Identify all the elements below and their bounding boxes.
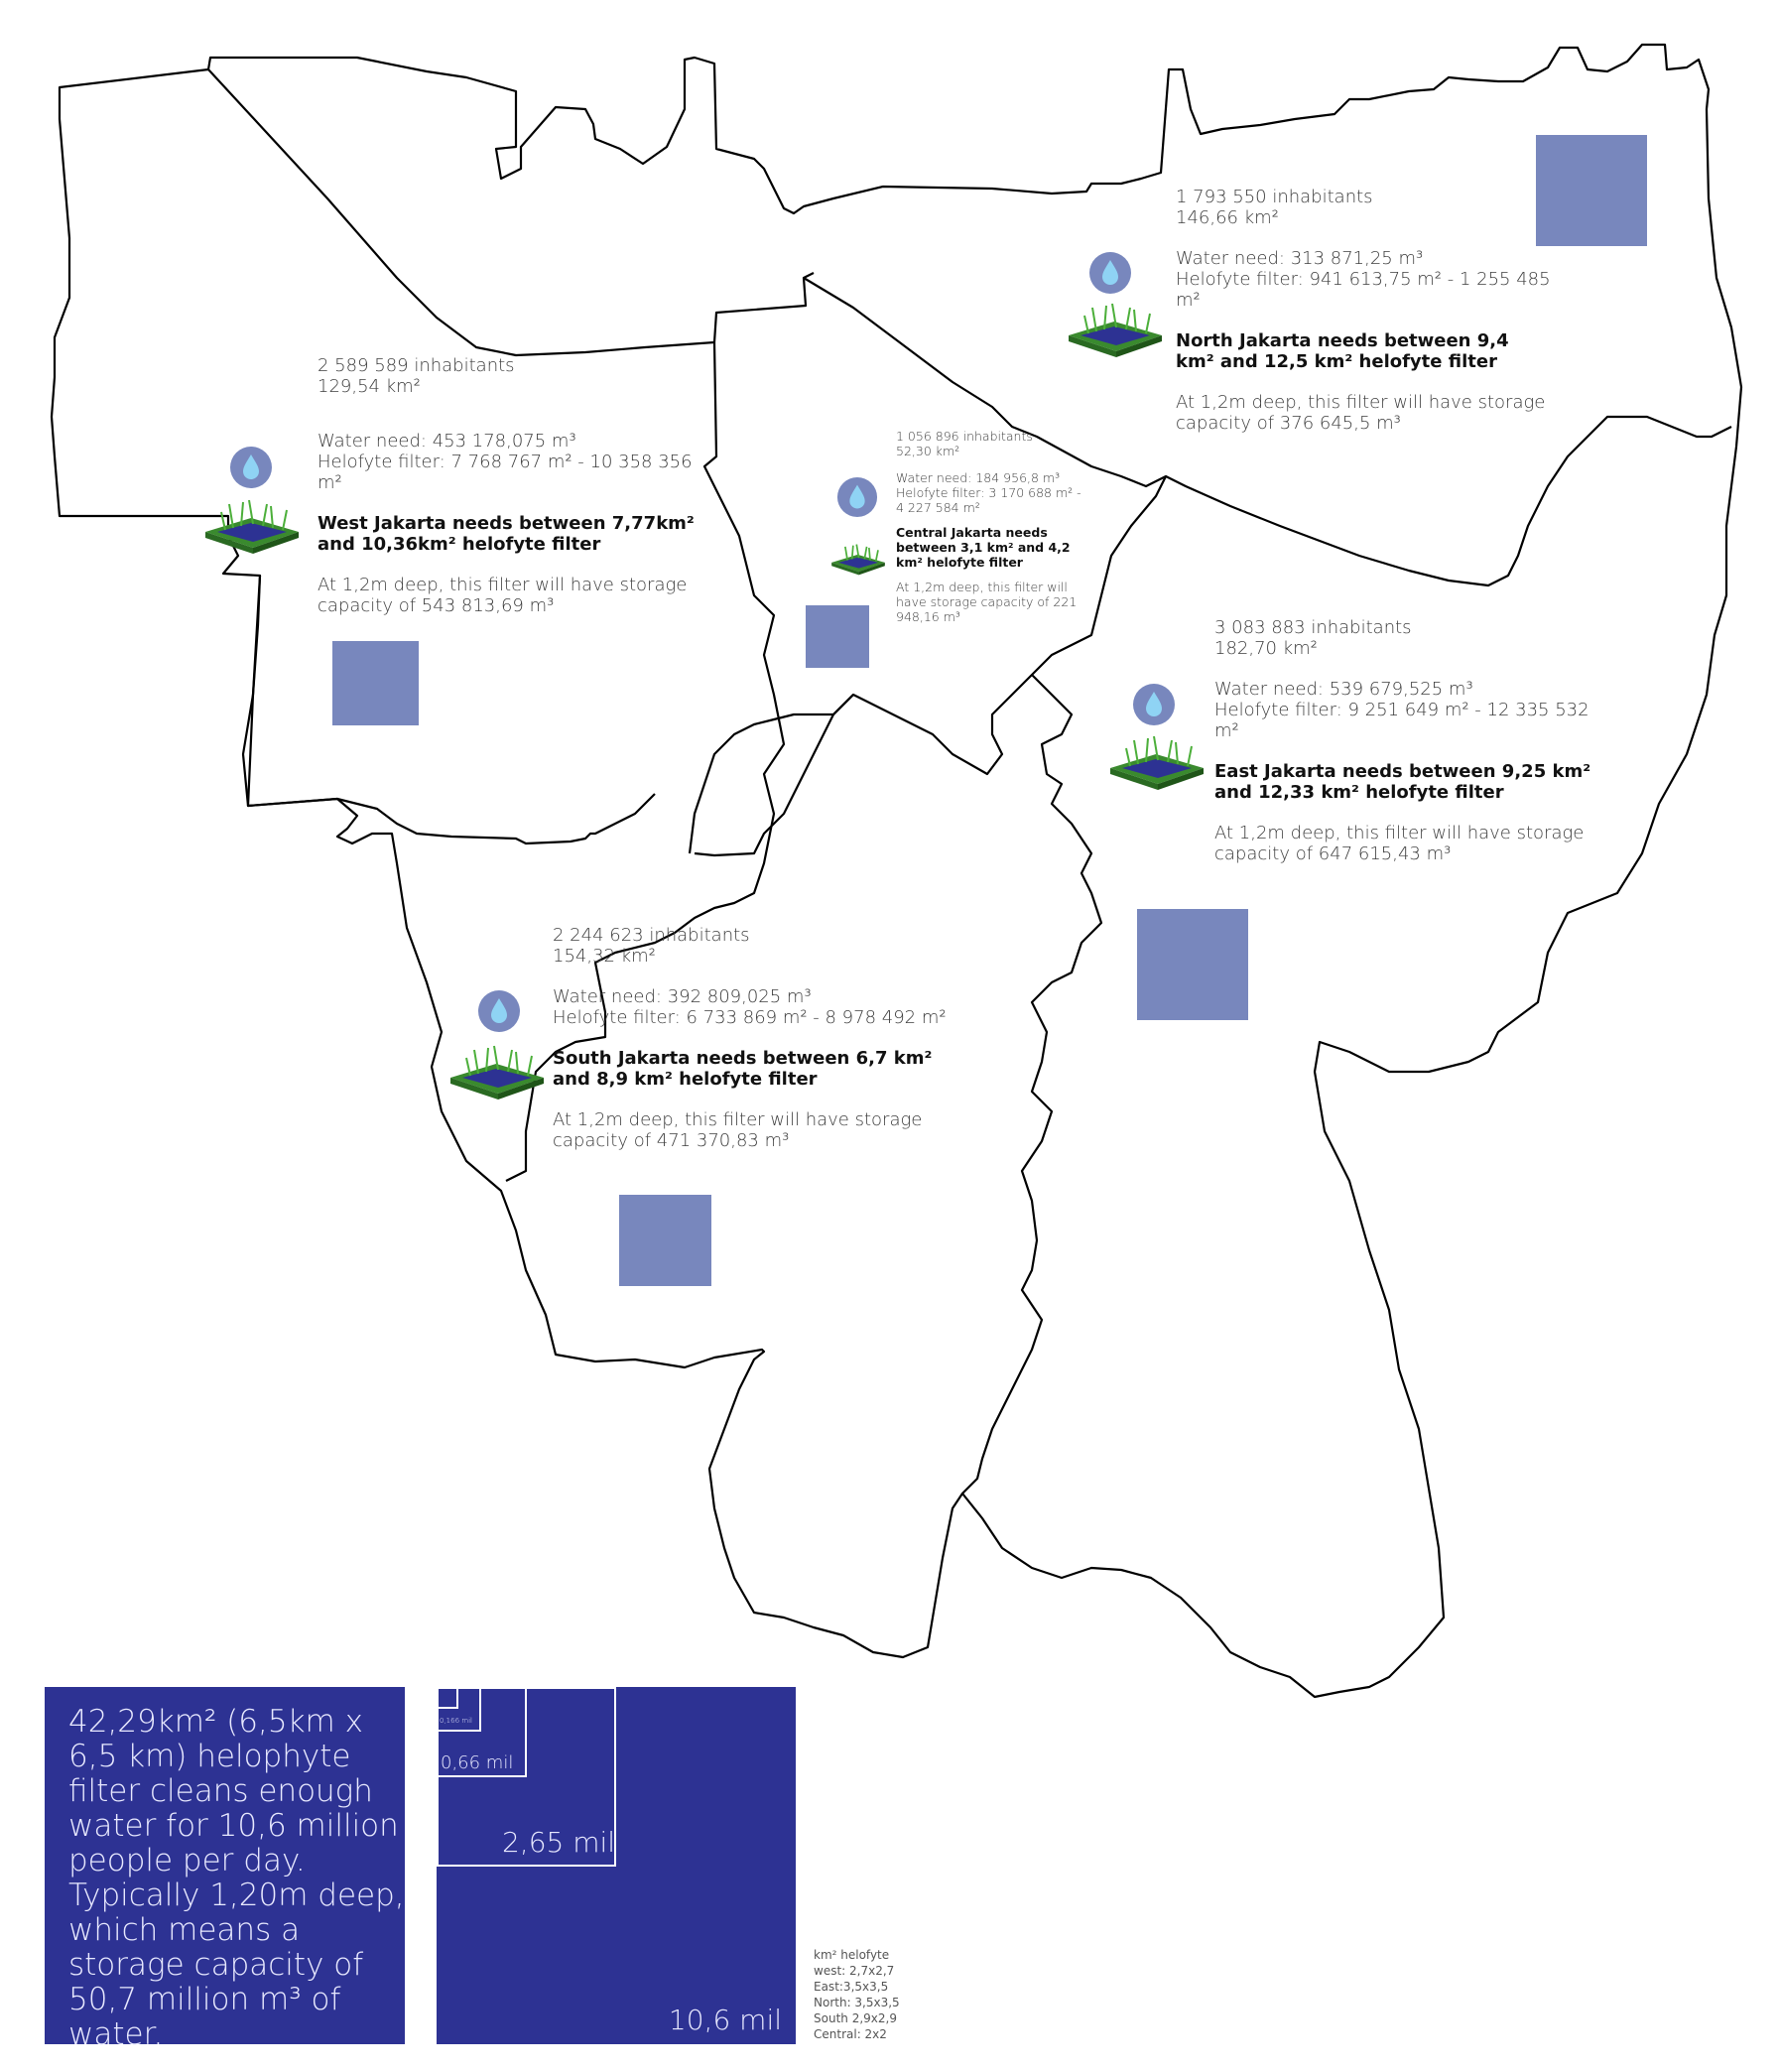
south-filter: Helofyte filter: 6 733 869 m² - 8 978 492 m²	[553, 1007, 947, 1028]
water-drop-icon	[1132, 683, 1176, 726]
key-title: km² helofyte	[814, 1948, 890, 1962]
legend-summary-box	[45, 1687, 405, 2052]
label-0-66-mil: 0,66 mil	[441, 1752, 514, 1773]
west-needs: West Jakarta needs between 7,77km² and 10,36km² helofyte filter	[318, 513, 695, 555]
north-area: 146,66 km²	[1176, 207, 1279, 228]
label-10-6-mil: 10,6 mil	[668, 2004, 782, 2036]
east-needs: East Jakarta needs between 9,25 km² and 12,33 km² helofyte filter	[1214, 761, 1591, 803]
water-drop-icon	[1088, 251, 1132, 295]
west-storage: At 1,2m deep, this filter will have storage capacity of 543 813,69 m³	[318, 575, 688, 616]
east-storage: At 1,2m deep, this filter will have storage capacity of 647 615,43 m³	[1214, 823, 1585, 864]
south-water-need: Water need: 392 809,025 m³	[553, 986, 812, 1007]
north-inhabitants: 1 793 550 inhabitants	[1176, 187, 1373, 207]
water-drop-icon	[836, 476, 878, 518]
legend-summary-text: 42,29km² (6,5km x 6,5 km) helophyte filter cleans enough water for 10,6 million people per day. Typically 1,20m deep, which means a storage capacity of 50,7 million m³ of water.	[68, 1704, 405, 2052]
label-2-65-mil: 2,65 mil	[502, 1826, 616, 1859]
west-info	[318, 355, 695, 616]
central-info	[896, 429, 1089, 624]
south-storage: At 1,2m deep, this filter will have storage capacity of 471 370,83 m³	[553, 1109, 923, 1151]
north-needs: North Jakarta needs between 9,4 km² and 12,5 km² helofyte filter	[1176, 330, 1509, 372]
west-filter: Helofyte filter: 7 768 767 m² - 10 358 356 m²	[318, 452, 693, 493]
south-info	[553, 925, 950, 1151]
water-drop-icon	[477, 989, 521, 1033]
key-south: South 2,9x2,9	[814, 2011, 897, 2025]
east-filter: Helofyte filter: 9 251 649 m² - 12 335 532 m²	[1214, 700, 1589, 741]
legend-key	[814, 1947, 900, 2042]
west-area: 129,54 km²	[318, 376, 421, 397]
north-info	[1176, 187, 1553, 434]
north-east-boundary	[1166, 417, 1731, 585]
central-area: 52,30 km²	[896, 444, 960, 458]
east-info	[1214, 617, 1591, 864]
east-filter-square	[1137, 909, 1248, 1020]
east-area: 182,70 km²	[1214, 638, 1318, 659]
central-inhabitants: 1 056 896 inhabitants	[896, 429, 1033, 444]
key-east: East:3,5x3,5	[814, 1980, 889, 1994]
helophyte-filter-icon	[1108, 734, 1206, 792]
central-filter-square	[806, 605, 869, 668]
south-needs: South Jakarta needs between 6,7 km² and 8,9 km² helofyte filter	[553, 1048, 933, 1090]
north-storage: At 1,2m deep, this filter will have storage capacity of 376 645,5 m³	[1176, 392, 1546, 434]
south-inhabitants: 2 244 623 inhabitants	[553, 925, 750, 946]
east-south-boundary	[962, 675, 1101, 1493]
helophyte-filter-icon	[1067, 302, 1164, 359]
south-area: 154,32 km²	[553, 946, 656, 967]
helophyte-filter-icon	[448, 1044, 546, 1101]
key-west: west: 2,7x2,7	[814, 1964, 895, 1978]
west-inhabitants: 2 589 589 inhabitants	[318, 355, 515, 376]
north-west-boundary	[208, 69, 814, 355]
central-storage: At 1,2m deep, this filter will have storage capacity of 221 948,16 m³	[896, 580, 1078, 624]
central-needs: Central Jakarta needs between 3,1 km² and 4,2 km² helofyte filter	[896, 525, 1071, 570]
helophyte-filter-icon	[830, 542, 886, 578]
east-inhabitants: 3 083 883 inhabitants	[1214, 617, 1412, 638]
key-north: North: 3,5x3,5	[814, 1996, 900, 2009]
nest-square-5	[437, 1687, 458, 1709]
south-filter-square	[619, 1195, 711, 1286]
west-water-need: Water need: 453 178,075 m³	[318, 431, 576, 452]
label-0-166-mil: 0,166 mil	[440, 1717, 472, 1725]
key-central: Central: 2x2	[814, 2027, 887, 2041]
east-water-need: Water need: 539 679,525 m³	[1214, 679, 1473, 700]
water-drop-icon	[229, 446, 273, 489]
central-water-need: Water need: 184 956,8 m³	[896, 470, 1061, 485]
legend-nested-squares	[437, 1687, 796, 2044]
north-filter-square	[1536, 135, 1647, 246]
central-filter: Helofyte filter: 3 170 688 m² - 4 227 584 m²	[896, 485, 1081, 515]
west-filter-square	[332, 641, 419, 725]
north-filter: Helofyte filter: 941 613,75 m² - 1 255 485 m²	[1176, 269, 1551, 311]
north-water-need: Water need: 313 871,25 m³	[1176, 248, 1424, 269]
helophyte-filter-icon	[203, 498, 301, 556]
